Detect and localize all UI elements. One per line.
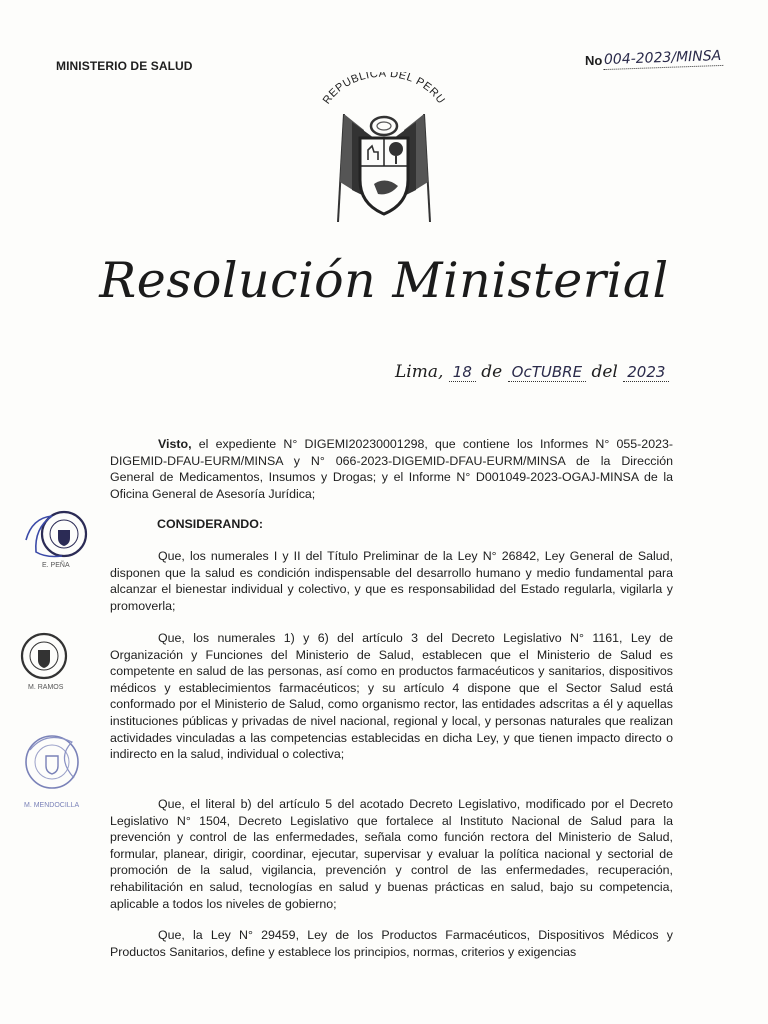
visto-text: el expediente N° DIGEMI20230001298, que contiene los Informes N° 055-2023-DIGEMID-DFAU-EURM/MINSA y N° 066-2023-DIGEMID-DFAU-EURM/MINSA de la Dirección General de Medicamentos, Insumos y Drogas; y el Informe N° D001049-2023-OGAJ-MINSA de la Oficina General de Asesoría Jurídica; [110,437,673,501]
stamp-1-label: E. PEÑA [42,562,70,569]
number-prefix: No [585,53,603,68]
visado-stamp-1 [22,506,92,569]
visado-stamp-2 [18,630,72,691]
paragraph-1-text: Que, los numerales I y II del Título Preliminar de la Ley N° 26842, Ley General de Salud, disponen que la salud es condición indispensable del desarrollo humano y medio fundamental para alcanzar el bienestar individual y colectivo, y que es responsabilidad del Estado regularla, vigilarla y promoverla; [110,549,673,613]
seal-arc-text: REPUBLICA DEL PERU [320,72,448,107]
date-year: 2023 [623,363,669,382]
stamp-3-label: M. MENDOCILLA [24,802,80,809]
paragraph-4-text: Que, la Ley N° 29459, Ley de los Productos Farmacéuticos, Dispositivos Médicos y Productos Sanitarios, define y establece los principios, normas, criterios y exigencias [110,928,673,959]
visto-lead: Visto, [158,437,192,451]
svg-text:REPUBLICA DEL PERU [321,72,447,106]
considerando-paragraph-4 [110,927,673,960]
considerando-paragraph-1 [110,548,673,614]
considerando-paragraph-3 [110,796,673,912]
date-day: 18 [449,363,476,382]
considerando-heading: CONSIDERANDO: [157,517,264,531]
paragraph-3-text: Que, el literal b) del artículo 5 del acotado Decreto Legislativo, modificado por el Decreto Legislativo N° 1504, Decreto Legislativo que fortalece al Instituto Nacional de Salud para la prevención y control de las enfermedades, señala como función rectora del Ministerio de Salud, formular, planear, dirigir, coordinar, ejecutar, supervisar y evaluar la política nacional y sectorial de promoción de la salud, vigilancia, prevención y control de las enfermedades, recuperación, rehabilitación en salud, tecnologías en salud y buenas prácticas en salud, bajo su competencia, aplicable a todos los niveles de gobierno; [110,797,673,911]
date-month: OcTUBRE [508,363,586,382]
document-title: Resolución Ministerial [99,252,669,309]
date-del: del [591,362,618,382]
national-coat-of-arms [294,72,474,232]
stamp-2-label: M. RAMOS [28,684,64,691]
considerando-paragraph-2 [110,630,673,763]
ministry-heading: MINISTERIO DE SALUD [56,59,193,73]
resolution-number [585,47,724,69]
paragraph-2-text: Que, los numerales 1) y 6) del artículo 3 del Decreto Legislativo N° 1161, Ley de Organización y Funciones del Ministerio de Salud, establecen que el Ministerio de Salud es competente en salud de las personas, así como en productos farmacéuticos y sanitarios, dispositivos médicos y establecimientos farmacéuticos; y su artículo 4 dispone que el Sector Salud está conformado por el Ministerio de Salud, como organismo rector, las entidades adscritas a él y aquellas instituciones públicas y privadas de nivel nacional, regional y local, y personas naturales que realizan actividades vinculadas a las competencias establecidas en dicha Ley, y que tienen impacto directo o indirecto en la salud, individual o colectiva; [110,631,673,762]
visado-stamp-3 [16,728,88,809]
date-line [395,362,669,382]
number-handwritten: 004-2023/MINSA [603,48,724,70]
date-de: de [481,362,503,382]
date-city: Lima, [395,362,444,382]
visto-paragraph [110,436,673,502]
